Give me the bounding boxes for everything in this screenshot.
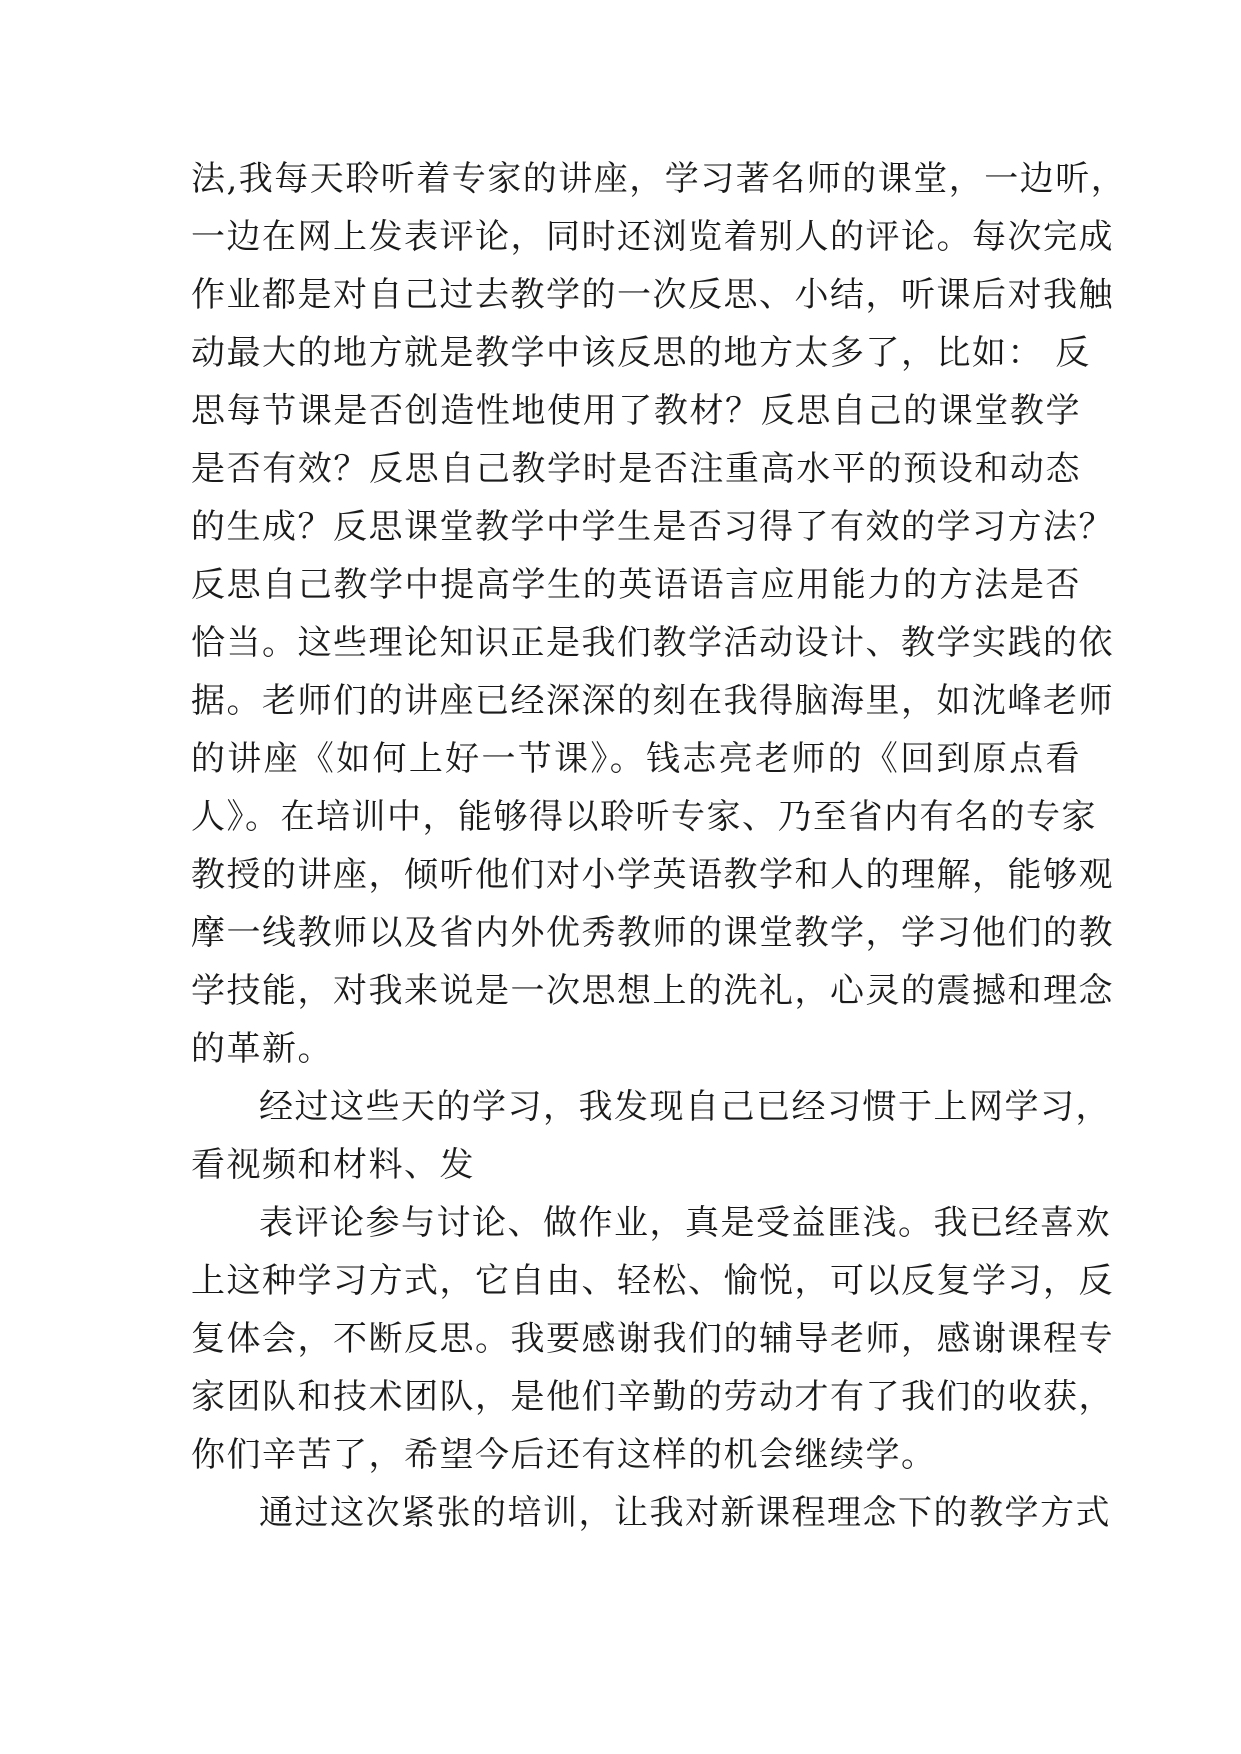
- document-body-text: [191, 150, 1127, 1542]
- text-line: 的革新。: [191, 1029, 333, 1069]
- text-line: 通过这次紧张的培训，让我对新课程理念下的教学方式: [259, 1493, 1111, 1533]
- text-line: 学技能，对我来说是一次思想上的洗礼，心灵的震撼和理念: [191, 971, 1114, 1011]
- text-line: 上这种学习方式，它自由、轻松、愉悦，可以反复学习，反: [191, 1261, 1114, 1301]
- text-line: 反思自己教学中提高学生的英语语言应用能力的方法是否: [191, 565, 1081, 605]
- text-line: 复体会，不断反思。我要感谢我们的辅导老师，感谢课程专: [191, 1319, 1114, 1359]
- text-line: 家团队和技术团队，是他们辛勤的劳动才有了我们的收获，: [191, 1377, 1114, 1417]
- text-line: 据。老师们的讲座已经深深的刻在我得脑海里，如沈峰老师: [191, 681, 1114, 721]
- text-line: 动最大的地方就是教学中该反思的地方太多了，比如： 反: [191, 333, 1091, 373]
- text-line: 经过这些天的学习，我发现自己已经习惯于上网学习，: [259, 1087, 1111, 1127]
- text-line: 表评论参与讨论、做作业，真是受益匪浅。我已经喜欢: [259, 1203, 1111, 1243]
- text-line: 作业都是对自己过去教学的一次反思、小结，听课后对我触: [191, 275, 1114, 315]
- text-line: 是否有效？反思自己教学时是否注重高水平的预设和动态: [191, 449, 1081, 489]
- text-line: 教授的讲座，倾听他们对小学英语教学和人的理解，能够观: [191, 855, 1114, 895]
- text-line: 的讲座《如何上好一节课》。钱志亮老师的《回到原点看: [191, 739, 1081, 779]
- text-line: 思每节课是否创造性地使用了教材？反思自己的课堂教学: [191, 391, 1081, 431]
- text-line: 人》。在培训中，能够得以聆听专家、乃至省内有名的专家: [191, 797, 1097, 837]
- text-line: 的生成？反思课堂教学中学生是否习得了有效的学习方法？: [191, 507, 1114, 547]
- text-line: 你们辛苦了，希望今后还有这样的机会继续学。: [191, 1435, 937, 1475]
- text-line: 看视频和材料、发: [191, 1145, 475, 1185]
- text-line: 一边在网上发表评论，同时还浏览着别人的评论。每次完成: [191, 217, 1114, 257]
- text-line: 法,我每天聆听着专家的讲座，学习著名师的课堂，一边听，: [191, 159, 1127, 199]
- text-line: 摩一线教师以及省内外优秀教师的课堂教学，学习他们的教: [191, 913, 1114, 953]
- text-line: 恰当。这些理论知识正是我们教学活动设计、教学实践的依: [191, 623, 1114, 663]
